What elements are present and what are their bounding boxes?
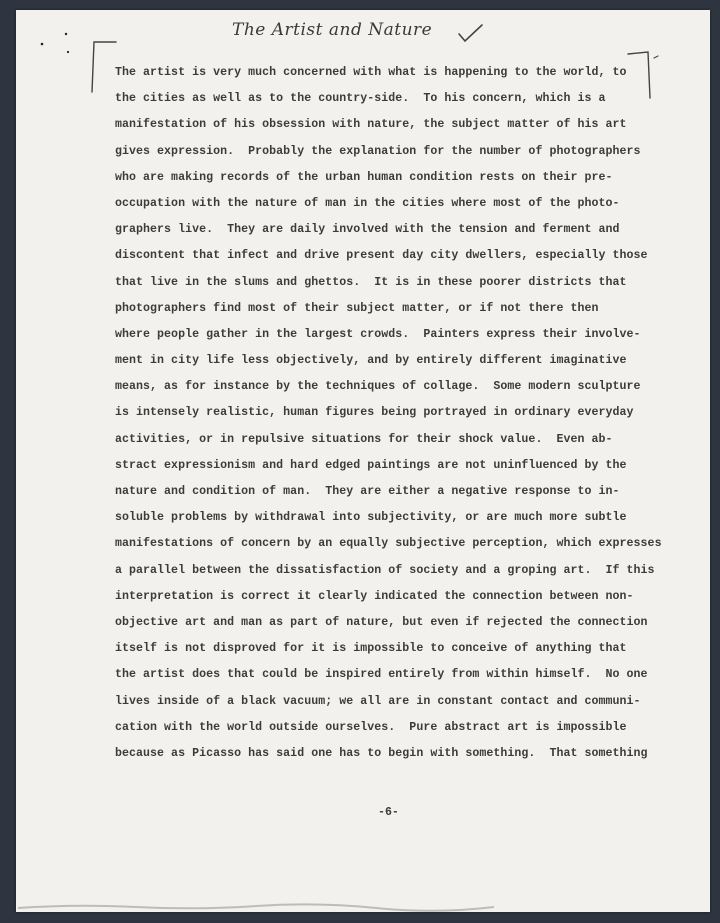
text-line: occupation with the nature of man in the cities where most of the photo- xyxy=(115,196,620,210)
text-line: gives expression. Probably the explanation for the number of photographers xyxy=(115,144,641,158)
text-line: soluble problems by withdrawal into subjectivity, or are much more subtle xyxy=(115,511,627,525)
text-line: nature and condition of man. They are either a negative response to in- xyxy=(115,485,620,498)
text-line: is intensely realistic, human figures being portrayed in ordinary everyday xyxy=(115,406,634,420)
text-line: who are making records of the urban human condition rests on their pre- xyxy=(115,170,613,184)
pencil-marks xyxy=(22,22,82,62)
page-number: -6- xyxy=(378,806,399,819)
text-line: cation with the world outside ourselves. Pure abstract art is impossible xyxy=(115,720,627,734)
text-line: that live in the slums and ghettos. It is in these poorer districts that xyxy=(115,275,627,289)
body-text xyxy=(115,63,662,770)
text-line: the artist does that could be inspired entirely from within himself. No one xyxy=(115,668,648,682)
text-line: means, as for instance by the techniques of collage. Some modern sculpture xyxy=(115,380,641,394)
handwritten-title: The Artist and Nature xyxy=(232,20,433,40)
text-line: photographers find most of their subject matter, or if not there then xyxy=(115,301,599,315)
text-line: manifestation of his obsession with nature, the subject matter of his art xyxy=(115,118,627,132)
text-line: lives inside of a black vacuum; we all are in constant contact and communi- xyxy=(115,694,641,708)
text-line: activities, or in repulsive situations for their shock value. Even ab- xyxy=(115,432,613,446)
text-line: a parallel between the dissatisfaction of society and a groping art. If this xyxy=(115,563,655,577)
edge-smudge xyxy=(16,898,496,912)
text-line: manifestations of concern by an equally subjective perception, which expresses xyxy=(115,537,662,551)
text-line: interpretation is correct it clearly indicated the connection between non- xyxy=(115,589,634,603)
text-line: stract expressionism and hard edged paintings are not uninfluenced by the xyxy=(115,458,627,472)
check-mark-icon xyxy=(456,22,486,44)
text-line: because as Picasso has said one has to begin with something. That something xyxy=(115,746,648,760)
text-line: the cities as well as to the country-side. To his concern, which is a xyxy=(115,92,606,106)
text-line: where people gather in the largest crowds. Painters express their involve- xyxy=(115,327,641,341)
text-line: discontent that infect and drive present day city dwellers, especially those xyxy=(115,249,648,263)
text-line: graphers live. They are daily involved with the tension and ferment and xyxy=(115,223,620,237)
text-line: objective art and man as part of nature, but even if rejected the connection xyxy=(115,615,648,629)
text-line: ment in city life less objectively, and by entirely different imaginative xyxy=(115,354,627,368)
text-line: itself is not disproved for it is impossible to conceive of anything that xyxy=(115,642,627,656)
text-line: The artist is very much concerned with what is happening to the world, to xyxy=(115,66,627,79)
